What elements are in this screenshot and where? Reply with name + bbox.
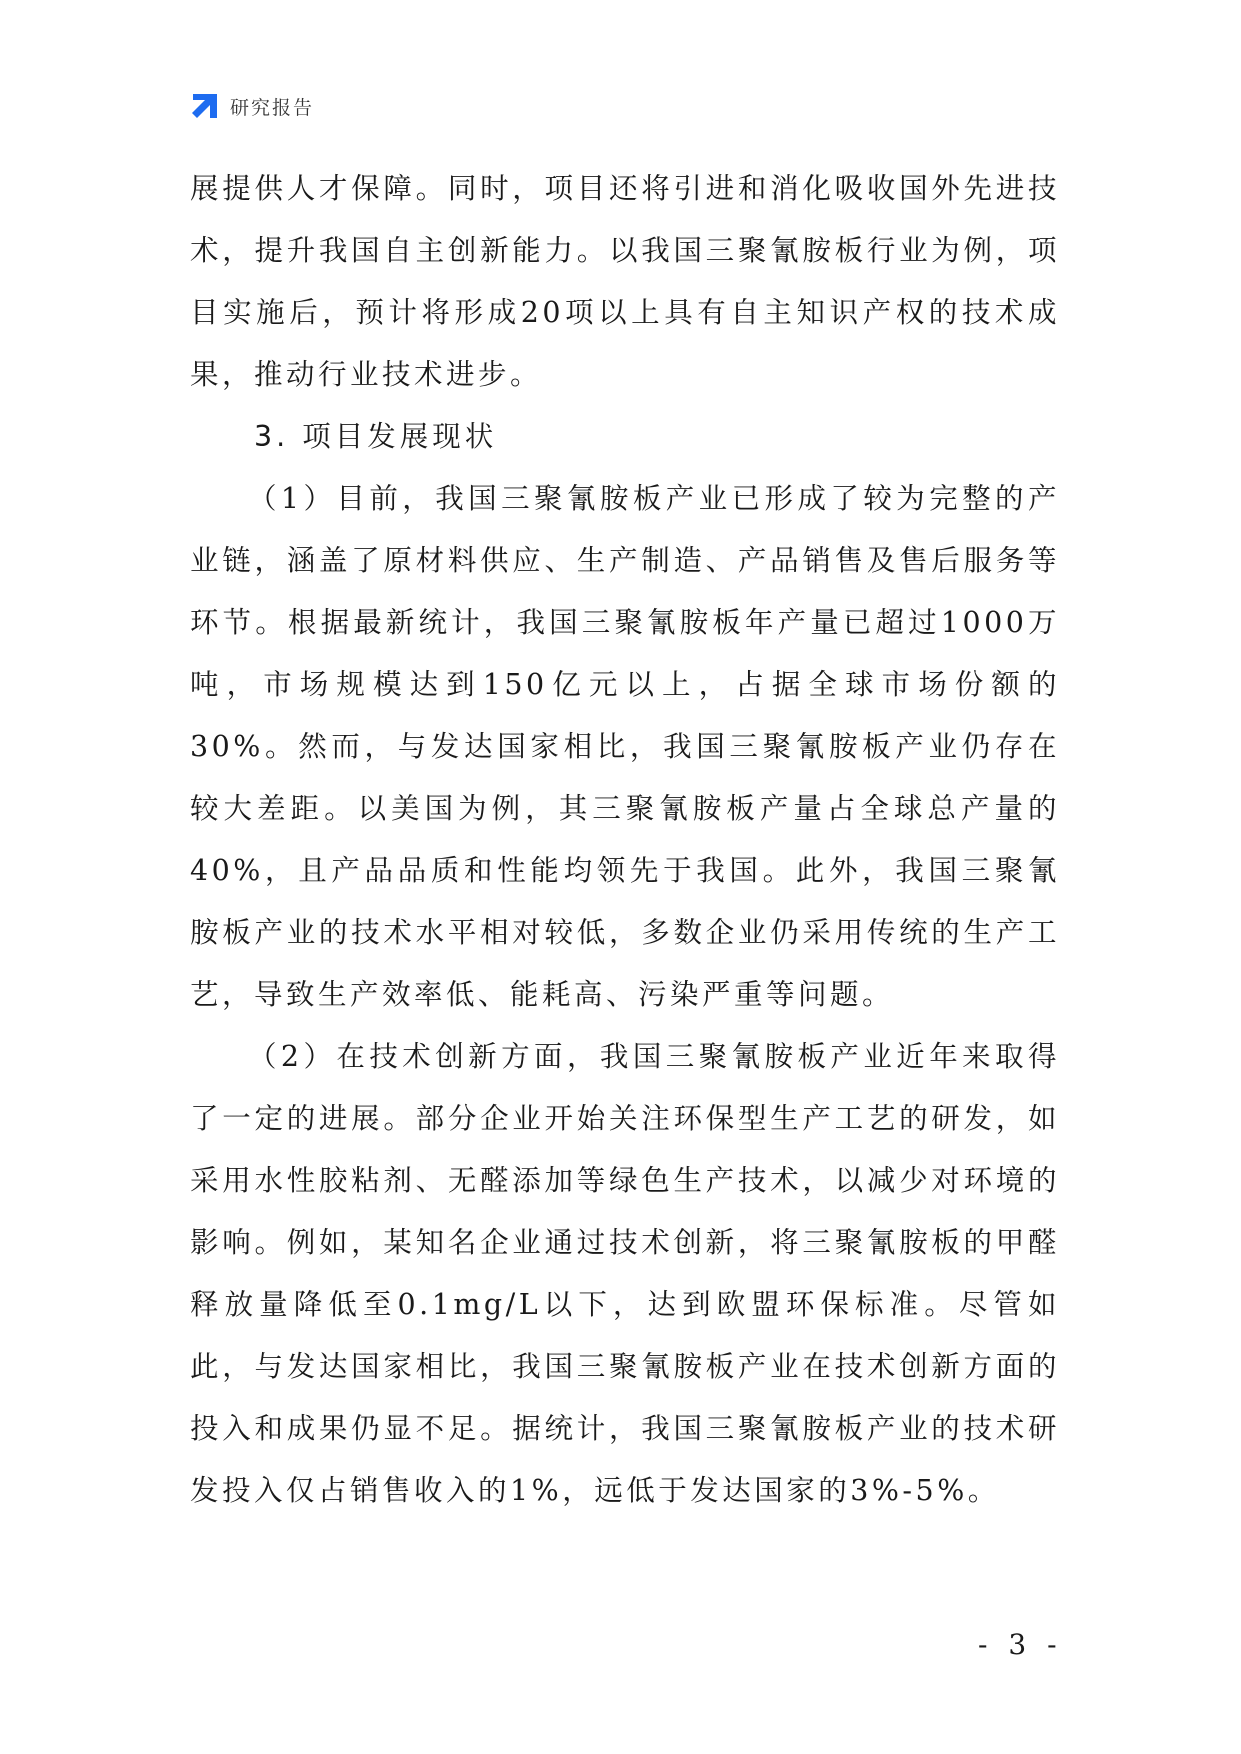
document-body — [190, 158, 1060, 1522]
header-title: 研究报告 — [230, 96, 315, 119]
page-header — [190, 90, 314, 122]
paragraph-item-1: （1）目前，我国三聚氰胺板产业已形成了较为完整的产业链，涵盖了原材料供应、生产制造、产品销售及售后服务等环节。根据最新统计，我国三聚氰胺板年产量已超过1000万吨，市场规模达到150亿元以上，占据全球市场份额的30%。然而，与发达国家相比，我国三聚氰胺板产业仍存在较大差距。以美国为例，其三聚氰胺板产量占全球总产量的40%，且产品品质和性能均领先于我国。此外，我国三聚氰胺板产业的技术水平相对较低，多数企业仍采用传统的生产工艺，导致生产效率低、能耗高、污染严重等问题。 — [190, 482, 1060, 1011]
paragraph-continued: 展提供人才保障。同时，项目还将引进和消化吸收国外先进技术，提升我国自主创新能力。以我国三聚氰胺板行业为例，项目实施后，预计将形成20项以上具有自主知识产权的技术成果，推动行业技术进步。 — [190, 172, 1060, 391]
page-number: - 3 - — [978, 1628, 1063, 1661]
section-heading: 3. 项目发展现状 — [254, 420, 498, 453]
paragraph-item-2: （2）在技术创新方面，我国三聚氰胺板产业近年来取得了一定的进展。部分企业开始关注环保型生产工艺的研发，如采用水性胶粘剂、无醛添加等绿色生产技术，以减少对环境的影响。例如，某知名企业通过技术创新，将三聚氰胺板的甲醛释放量降低至0.1mg/L以下，达到欧盟环保标准。尽管如此，与发达国家相比，我国三聚氰胺板产业在技术创新方面的投入和成果仍显不足。据统计，我国三聚氰胺板产业的技术研发投入仅占销售收入的1%，远低于发达国家的3%-5%。 — [190, 1040, 1060, 1507]
arrow-up-right-logo-icon — [190, 91, 220, 121]
